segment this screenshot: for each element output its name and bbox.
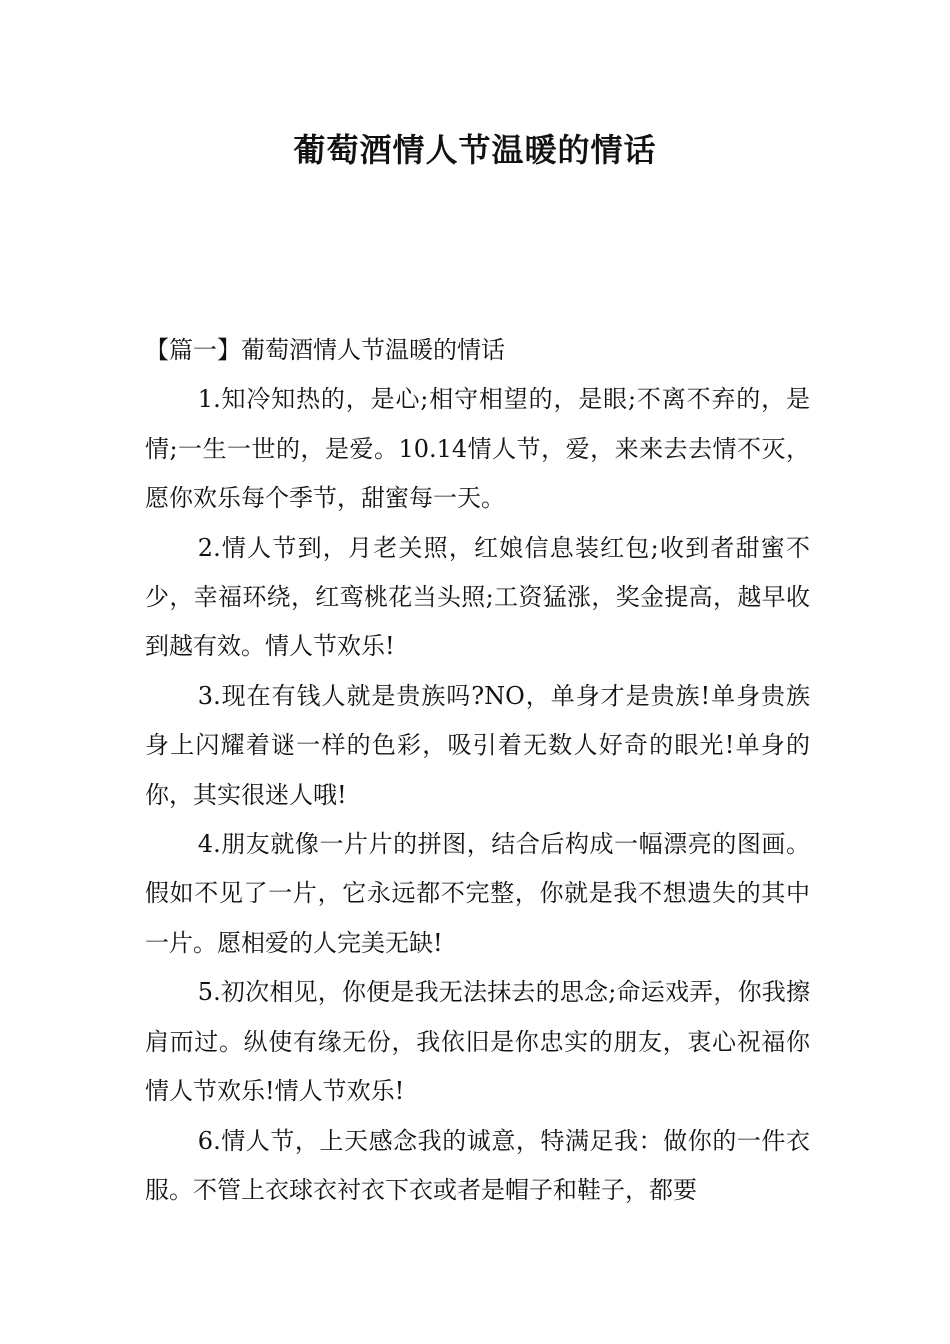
paragraph-1: 1.知冷知热的，是心;相守相望的，是眼;不离不弃的，是情;一生一世的，是爱。10.14情人节，爱，来来去去情不灭，愿你欢乐每个季节，甜蜜每一天。	[145, 385, 810, 513]
paragraph-5: 5.初次相见，你便是我无法抹去的思念;命运戏弄，你我擦肩而过。纵使有缘无份，我依旧是你忠实的朋友，衷心祝福你情人节欢乐!情人节欢乐!	[145, 978, 810, 1106]
document-body	[145, 326, 810, 1215]
paragraph-6: 6.情人节，上天感念我的诚意，特满足我：做你的一件衣服。不管上衣球衣衬衣下衣或者是帽子和鞋子，都要	[145, 1126, 810, 1204]
paragraph-4: 4.朋友就像一片片的拼图，结合后构成一幅漂亮的图画。假如不见了一片，它永远都不完整，你就是我不想遗失的其中一片。愿相爱的人完美无缺!	[145, 830, 810, 957]
document-title: 葡萄酒情人节温暖的情话	[293, 131, 657, 169]
section-heading: 【篇一】葡萄酒情人节温暖的情话	[145, 336, 505, 364]
paragraph-3: 3.现在有钱人就是贵族吗?NO，单身才是贵族!单身贵族身上闪耀着谜一样的色彩，吸引着无数人好奇的眼光!单身的你，其实很迷人哦!	[145, 681, 810, 809]
paragraph-2: 2.情人节到，月老关照，红娘信息装红包;收到者甜蜜不少，幸福环绕，红鸾桃花当头照;工资猛涨，奖金提高，越早收到越有效。情人节欢乐!	[145, 533, 810, 661]
